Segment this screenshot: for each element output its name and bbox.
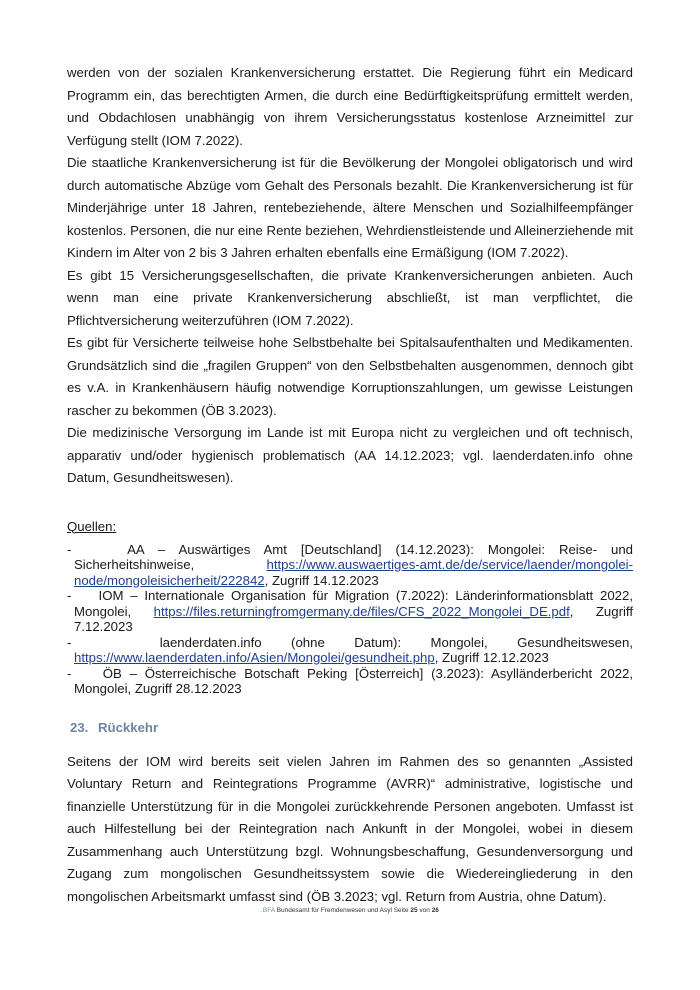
page-number: 25 <box>410 907 418 914</box>
bullet: - <box>67 665 72 681</box>
source-access: , Zugriff 7.12.2023 <box>74 603 633 634</box>
footer-text: Bundesamt für Fremdenwesen und Asyl Seite <box>276 907 409 914</box>
source-access: , Zugriff 12.12.2023 <box>434 650 549 665</box>
body-paragraph: Es gibt für Versicherte teilweise hohe Selbstbehalte bei Spitalsaufenthalten und Medikamenten. Grundsätzlich sind die „fragilen Gruppen“ von den Selbstbehalten ausgenommen, dennoch gibt es v.A. in Krankenhäusern häufig notwendige Korruptionszahlungen, um gewisse Leistungen rascher zu bekommen (ÖB 3.2023). <box>67 335 633 418</box>
spacer <box>67 490 633 518</box>
source-text: AA – Auswärtiges Amt [Deutschland] (14.12.2023): Mongolei: Reise- und Sicherheitshinweise, <box>74 541 633 572</box>
section-title: Rückkehr <box>98 719 159 735</box>
page-footer <box>0 907 700 914</box>
body-paragraph: Die staatliche Krankenversicherung ist für die Bevölkerung der Mongolei obligatorisch und wird durch automatische Abzüge vom Gehalt des Personals bezahlt. Die Krankenversicherung ist für Minderjährige unter 18 Jahren, rentebeziehende, ältere Menschen und Sozialhilfeempfänger kostenlos. Personen, die nur eine Rente beziehen, Wehrdienstleistende und Alleinerziehende mit Kindern im Alter von 2 bis 3 Jahren erhalten ebenfalls eine Ermäßigung (IOM 7.2022). <box>67 155 633 260</box>
source-item <box>67 542 633 589</box>
section-number: 23. <box>70 719 89 735</box>
bullet: - <box>67 634 72 650</box>
source-text: laenderdaten.info (ohne Datum): Mongolei, Gesundheitswesen, <box>159 634 633 650</box>
section-paragraph: Seitens der IOM wird bereits seit vielen Jahren im Rahmen des so genannten „Assisted Voluntary Return and Reintegrations Programme (AVRR)“ administrative, logistische und finanzielle Unterstützung für in die Mongolei zurückkehrende Personen angeboten. Umfasst ist auch Hilfestellung bei der Reintegration nach Ankunft in der Mongolei, wobei in diesem Zusammenhang auch Unterstützung bzgl. Wohnungsbeschaffung, Gesundenversorgung und Zugang zum mongolischen Gesundheitssystem sowie die Wiedereingliederung in den mongolischen Arbeitsmarkt umfasst sind (ÖB 3.2023; vgl. Return from Austria, ohne Datum). <box>67 753 633 904</box>
source-text: IOM – Internationale Organisation für Migration (7.2022): Länderinformationsblatt 2022, Mongolei, <box>74 588 633 619</box>
source-access: , Zugriff 14.12.2023 <box>264 572 379 588</box>
section-heading <box>70 719 633 737</box>
sources-title: Quellen: <box>67 518 117 534</box>
source-link[interactable]: https://files.returningfromgermany.de/files/CFS_2022_Mongolei_DE.pdf <box>153 603 570 619</box>
body-paragraph: werden von der sozialen Krankenversicherung erstattet. Die Regierung führt ein Medicard Programm ein, das berechtigten Armen, die durch eine Bedürftigkeitsprüfung ermittelt werden, und Obdachlosen unabhängig von ihrem Versicherungsstatus kostenlose Arzneimittel zur Verfügung stellt (IOM 7.2022). <box>67 65 633 148</box>
page-total: 26 <box>431 907 439 914</box>
source-text: ÖB – Österreichische Botschaft Peking [Österreich] (3.2023): Asylländerbericht 2022, Mongolei, Zugriff 28.12.2023 <box>74 665 633 696</box>
footer-of: von <box>419 907 430 914</box>
document-page <box>67 62 633 908</box>
source-item <box>67 666 633 697</box>
body-paragraph: Es gibt 15 Versicherungsgesellschaften, die private Krankenversicherungen anbieten. Auch wenn man eine private Krankenversicherung abschließt, ist man verpflichtet, die Pflichtversicherung weiterzuführen (IOM 7.2022). <box>67 267 633 328</box>
source-link[interactable]: https://www.auswaertiges-amt.de/de/service/laender/mongolei-node/mongoleisicherheit/222842 <box>74 557 633 588</box>
bullet: - <box>67 541 72 557</box>
bfa-logo: .BFA <box>261 907 275 914</box>
bullet: - <box>67 588 72 603</box>
source-item <box>67 635 633 666</box>
source-link[interactable]: https://www.laenderdaten.info/Asien/Mongolei/gesundheit.php <box>74 650 435 665</box>
body-paragraph: Die medizinische Versorgung im Lande ist mit Europa nicht zu vergleichen und oft technisch, apparativ und/oder hygienisch problematisch (AA 14.12.2023; vgl. laenderdaten.info ohne Datum, Gesundheitswesen). <box>67 425 633 485</box>
source-item <box>67 588 633 635</box>
